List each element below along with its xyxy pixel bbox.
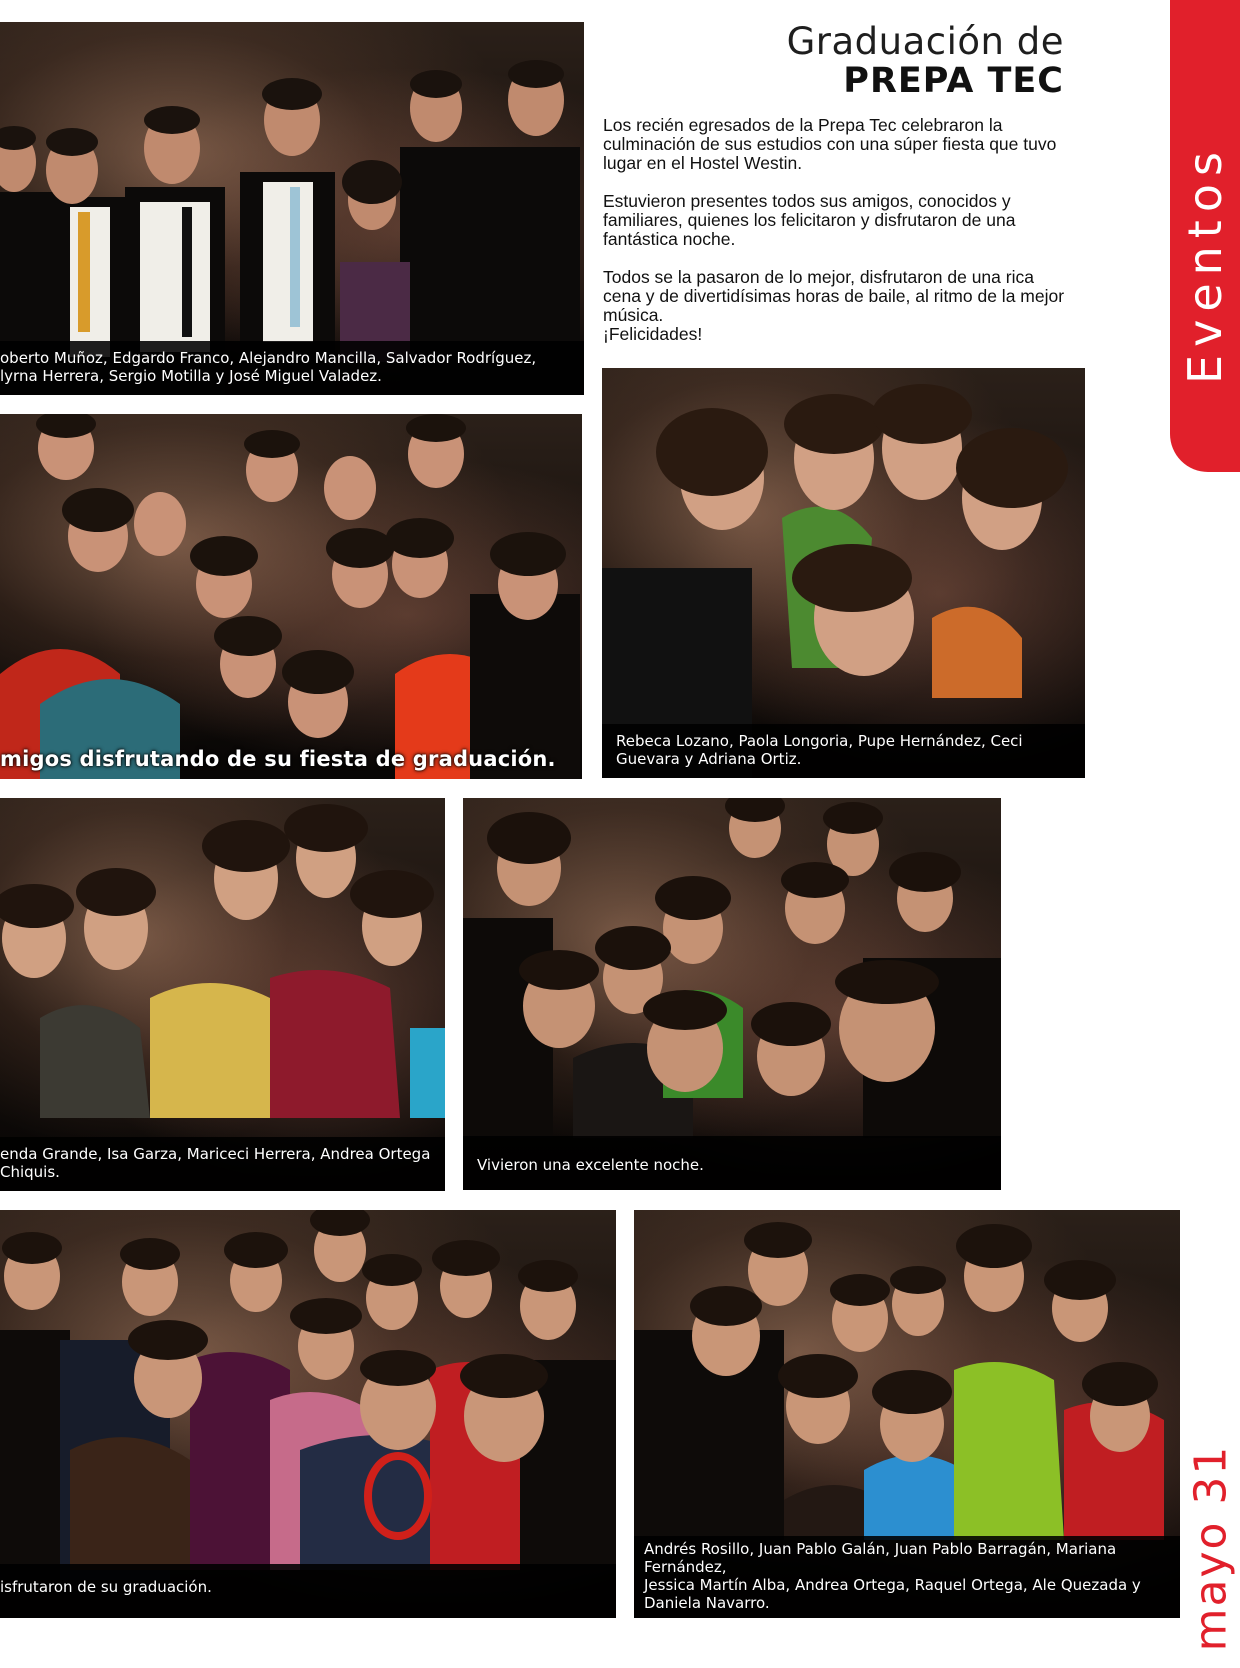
photo-scene: [0, 22, 584, 395]
article-heading: [787, 20, 1064, 101]
photo-caption: migos disfrutando de su fiesta de graduación.: [0, 747, 556, 771]
photo-scene: [0, 798, 445, 1191]
photo-enjoyed-graduation: [0, 1210, 616, 1618]
article-paragraph: Todos se la pasaron de lo mejor, disfrutaron de una rica cena y de divertidísimas horas de baile, al ritmo de la mejor música. ¡Felicidades!: [603, 267, 1065, 344]
article-paragraph: Los recién egresados de la Prepa Tec celebraron la culminación de sus estudios con una súper fiesta que tuvo lugar en el Hostel Westin.: [603, 115, 1057, 173]
section-tab: [1170, 0, 1240, 472]
page-folio: [1186, 1428, 1236, 1668]
photo-girls-closeup: [602, 368, 1085, 778]
photo-scene: [0, 414, 582, 779]
article-title-line2: PREPA TEC: [843, 61, 1064, 101]
photo-scene: [0, 1210, 616, 1618]
photo-scene: [463, 798, 1001, 1190]
photo-friends-group: [0, 414, 582, 779]
photo-excellent-night: [463, 798, 1001, 1190]
photo-named-group: [634, 1210, 1180, 1618]
photo-group-men: [0, 22, 584, 395]
folio-text: mayo 31: [1185, 1444, 1237, 1652]
photo-caption: Vivieron una excelente noche.: [463, 1136, 1001, 1190]
photo-scene: [602, 368, 1085, 778]
photo-caption: Andrés Rosillo, Juan Pablo Galán, Juan Pablo Barragán, Mariana Fernández, Jessica Martín Alba, Andrea Ortega, Raquel Ortega, Ale Quezada y Daniela Navarro.: [634, 1536, 1180, 1618]
article-paragraph: Estuvieron presentes todos sus amigos, conocidos y familiares, quienes los felicitaron y disfrutaron de una fantástica noche.: [603, 191, 1016, 249]
article-title-line1: Graduación de: [786, 20, 1064, 63]
photo-caption: oberto Muñoz, Edgardo Franco, Alejandro Mancilla, Salvador Rodríguez, lyrna Herrera, Sergio Motilla y José Miguel Valadez.: [0, 341, 584, 395]
photo-caption: isfrutaron de su graduación.: [0, 1564, 616, 1618]
photo-girls-dresses: [0, 798, 445, 1191]
photo-caption: enda Grande, Isa Garza, Mariceci Herrera, Andrea Ortega Chiquis.: [0, 1137, 445, 1191]
article-body: [603, 116, 1067, 344]
section-tab-label: Eventos: [1178, 144, 1232, 385]
photo-caption: Rebeca Lozano, Paola Longoria, Pupe Hernández, Ceci Guevara y Adriana Ortiz.: [602, 724, 1085, 778]
